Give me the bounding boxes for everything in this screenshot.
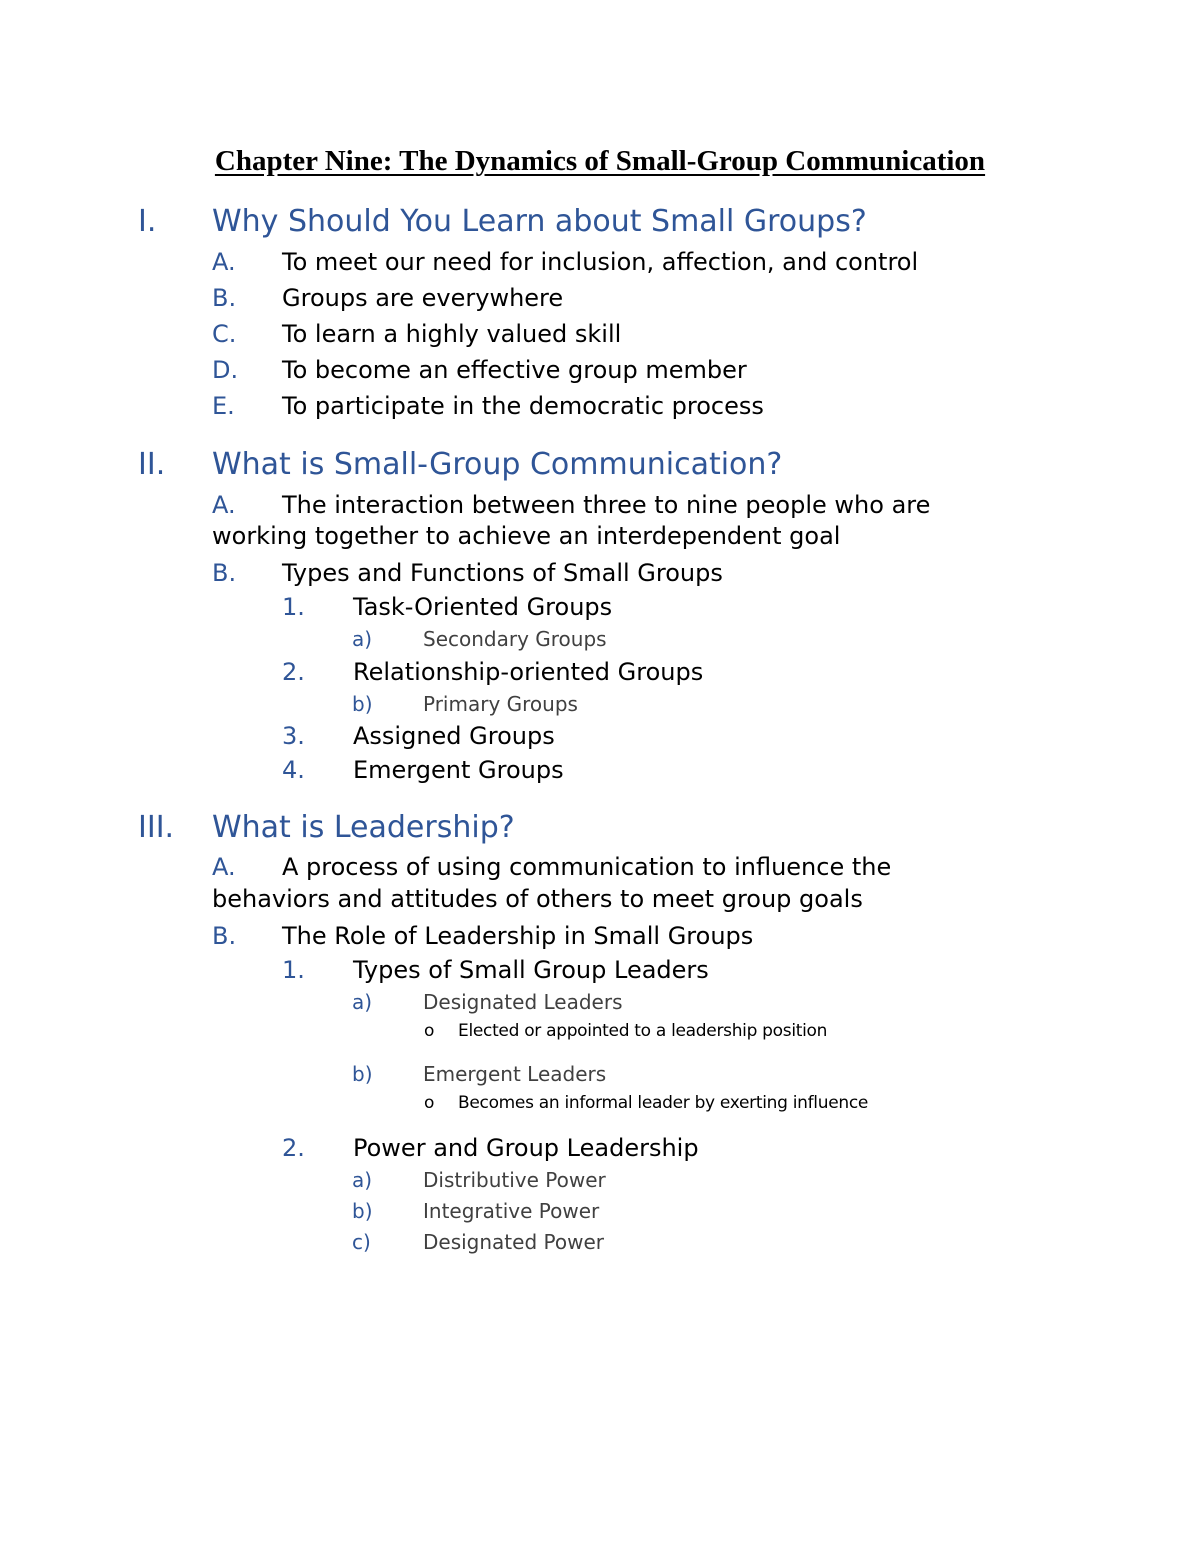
item-marker: A. bbox=[212, 248, 236, 276]
item-marker: E. bbox=[212, 392, 235, 420]
item-text: To become an effective group member bbox=[282, 356, 747, 384]
item-text: Designated Leaders bbox=[423, 990, 623, 1014]
item-text: Secondary Groups bbox=[423, 627, 607, 651]
item-marker: 2. bbox=[282, 1134, 305, 1162]
item-marker: c) bbox=[352, 1230, 371, 1254]
item-marker: a) bbox=[352, 990, 373, 1014]
bullet-text: Becomes an informal leader by exerting influence bbox=[458, 1093, 869, 1113]
item-text: Groups are everywhere bbox=[282, 284, 564, 312]
item-text: To learn a highly valued skill bbox=[282, 320, 622, 348]
item-marker: A. bbox=[212, 491, 236, 519]
section-marker: II. bbox=[138, 447, 166, 482]
section-marker: I. bbox=[138, 204, 157, 239]
item-marker: a) bbox=[352, 627, 373, 651]
section-marker: III. bbox=[138, 810, 175, 845]
item-text: To participate in the democratic process bbox=[282, 392, 764, 420]
item-text: Assigned Groups bbox=[353, 722, 555, 750]
bullet-marker: o bbox=[424, 1021, 435, 1041]
item-marker: a) bbox=[352, 1168, 373, 1192]
item-text: Types of Small Group Leaders bbox=[353, 956, 709, 984]
item-marker: b) bbox=[352, 1199, 373, 1223]
item-marker: b) bbox=[352, 692, 373, 716]
item-text: The Role of Leadership in Small Groups bbox=[282, 922, 754, 950]
item-marker: B. bbox=[212, 284, 237, 312]
item-text: To meet our need for inclusion, affection, and control bbox=[282, 248, 919, 276]
item-text: The interaction between three to nine people who are bbox=[282, 491, 931, 519]
item-text: A process of using communication to influence the bbox=[282, 853, 892, 881]
item-marker: 1. bbox=[282, 593, 305, 621]
item-text: Types and Functions of Small Groups bbox=[282, 559, 723, 587]
item-text: Distributive Power bbox=[423, 1168, 606, 1192]
section-title: What is Leadership? bbox=[212, 810, 515, 845]
item-marker: 1. bbox=[282, 956, 305, 984]
page-title: Chapter Nine: The Dynamics of Small-Group Communication bbox=[214, 145, 986, 177]
item-marker: C. bbox=[212, 320, 237, 348]
item-text: Integrative Power bbox=[423, 1199, 600, 1223]
item-marker: B. bbox=[212, 922, 237, 950]
item-marker: 3. bbox=[282, 722, 305, 750]
section-title: Why Should You Learn about Small Groups? bbox=[212, 204, 867, 239]
item-text: Relationship-oriented Groups bbox=[353, 658, 704, 686]
bullet-text: Elected or appointed to a leadership position bbox=[458, 1021, 828, 1041]
item-text: Emergent Groups bbox=[353, 756, 564, 784]
bullet-marker: o bbox=[424, 1093, 435, 1113]
item-text: Primary Groups bbox=[423, 692, 578, 716]
item-text-continuation: behaviors and attitudes of others to meet group goals bbox=[212, 885, 863, 913]
item-text: Emergent Leaders bbox=[423, 1062, 607, 1086]
item-marker: B. bbox=[212, 559, 237, 587]
item-marker: 4. bbox=[282, 756, 305, 784]
item-text-continuation: working together to achieve an interdependent goal bbox=[212, 522, 841, 550]
item-text: Power and Group Leadership bbox=[353, 1134, 699, 1162]
section-title: What is Small-Group Communication? bbox=[212, 447, 783, 482]
item-marker: D. bbox=[212, 356, 239, 384]
item-text: Task-Oriented Groups bbox=[353, 593, 613, 621]
item-text: Designated Power bbox=[423, 1230, 604, 1254]
item-marker: A. bbox=[212, 853, 236, 881]
item-marker: 2. bbox=[282, 658, 305, 686]
item-marker: b) bbox=[352, 1062, 373, 1086]
